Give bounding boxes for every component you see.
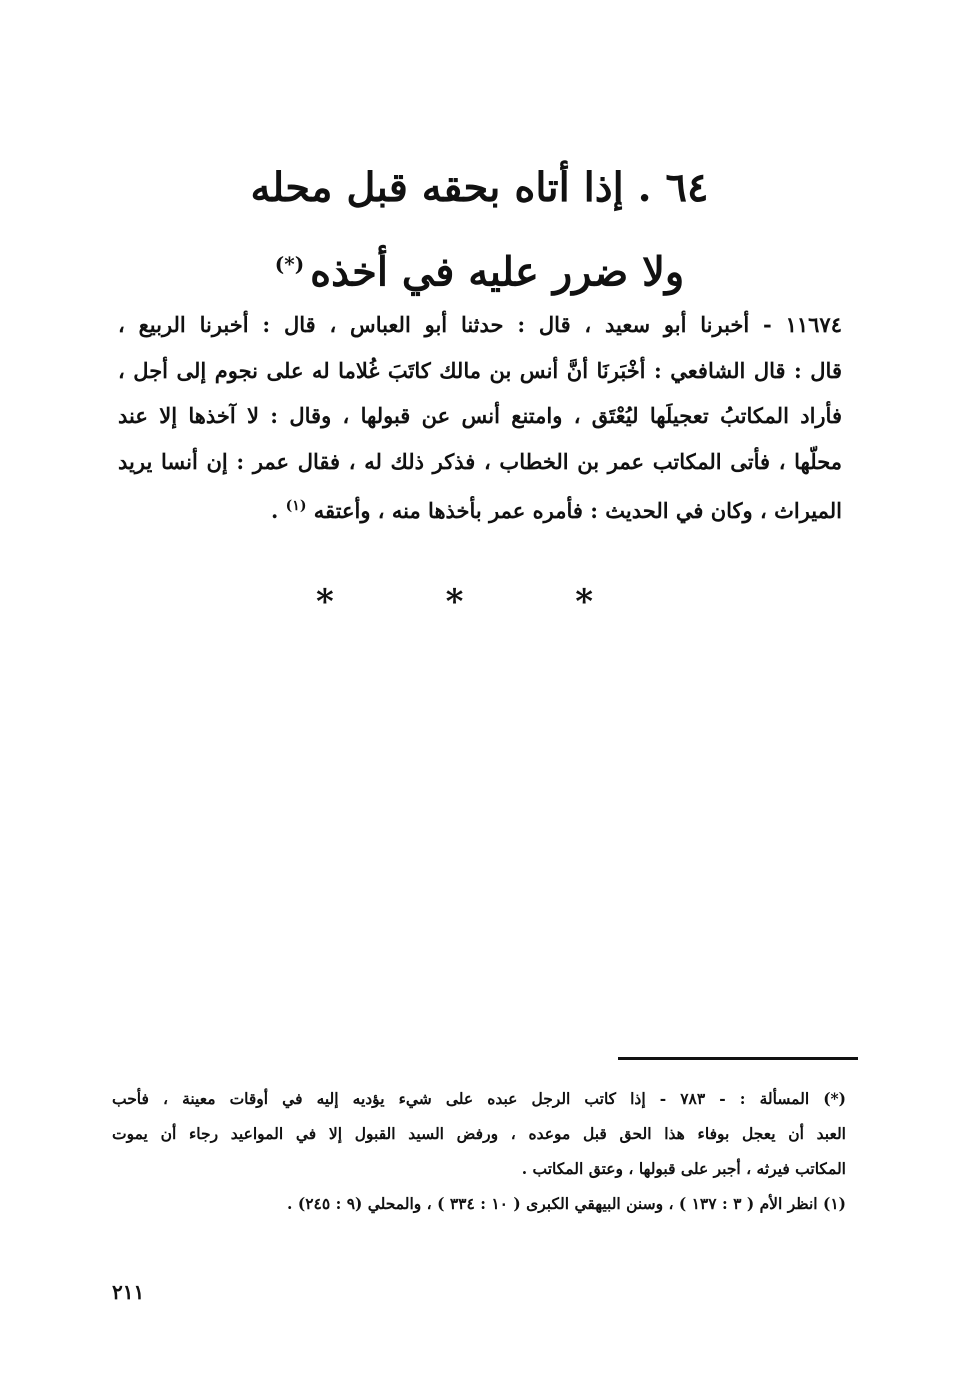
footnote-star-line-2: العبد أن يعجل بوفاء هذا الحق قبل موعده ، ورفض السيد القبول إلا في المواعيد رجاء أن يموت (112, 1124, 846, 1143)
section-separator-stars: * * * (315, 582, 643, 622)
hadith-line-5-end: . (271, 498, 279, 523)
hadith-line-1: ١١٦٧٤ - أخبرنا أبو سعيد ، قال : حدثنا أبو العباس ، قال : أخبرنا الربيع ، (118, 312, 842, 337)
footnote-rule (618, 1057, 858, 1060)
chapter-subtitle (100, 236, 859, 300)
hadith-line-5-text: الميراث ، وكان في الحديث : فأمره عمر بأخذها منه ، وأعتقه (313, 498, 842, 523)
footnote-ref-1: (١) (285, 498, 307, 514)
footnote-1: (١) انظر الأم ( ٣ : ١٣٧ ) ، وسنن البيهقي الكبرى ( ١٠ : ٣٣٤ ) ، والمحلي (٩ : ٢٤٥) . (287, 1194, 846, 1213)
footnote-marker-star: (*) (274, 252, 305, 276)
hadith-line-2: قال : قال الشافعي : أخْبَرنَا أنَّ أنس بن مالك كاتَبَ غُلاما له على نجوم إلى أجل ، (118, 357, 842, 383)
chapter-title (100, 160, 859, 216)
chapter-title-line-2: ولا ضرر عليه في أخذه (310, 248, 685, 296)
hadith-line-4: محلّها ، فأتى المكاتب عمر بن الخطاب ، فذكر ذلك له ، فقال عمر : إن أنسا يريد (118, 448, 842, 474)
footnotes (112, 1081, 846, 1221)
hadith-line-3: فأراد المكاتبُ تعجيلَها ليُعْتَق ، وامتنع أنس عن قبولها ، وقال : لا آخذها إلا عند (118, 403, 842, 428)
footnote-star-line-1: (*) المسألة : - ٧٨٣ - إذا كاتب الرجل عبده على شيء يؤديه إليه في أوقات معينة ، فأحب (112, 1089, 846, 1108)
hadith-line-5 (118, 484, 842, 534)
page-number: ٢١١ (112, 1280, 145, 1304)
footnote-star-line-3: المكاتب فيرثه ، أجبر على قبولها ، وعتق المكاتب . (521, 1159, 846, 1178)
chapter-title-line-1: ٦٤ . إذا أتاه بحقه قبل محله (250, 164, 709, 211)
hadith-text (118, 302, 842, 534)
